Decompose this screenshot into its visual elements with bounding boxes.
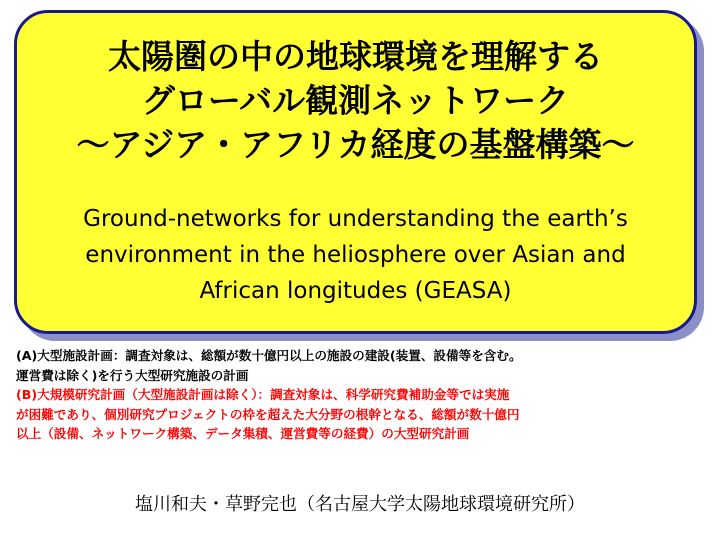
japanese-title-line-3: ～アジア・アフリカ経度の基盤構築～ [76,125,635,164]
english-title-line-2: environment in the heliosphere over Asian and [85,242,626,268]
english-title [17,201,694,309]
title-box [14,10,697,334]
english-title-line-1: Ground-networks for understanding the earth’s [83,206,628,232]
japanese-title-line-1: 太陽圏の中の地球環境を理解する [108,37,603,76]
note-b-line-1: (B)大規模研究計画（大型施設計画は除く）：調査対象は、科学研究費補助金等では実施 [16,387,510,402]
note-a-line-2: 運営費は除く)を行う大型研究施設の計画 [16,367,249,383]
notes [16,346,716,444]
note-b-line-2: が困難であり、個別研究プロジェクトの枠を超えた大分野の根幹となる、総額が数十億円 [16,406,520,422]
english-title-line-3: African longitudes (GEASA) [199,278,512,304]
japanese-title-line-2: グローバル観測ネットワーク [141,81,570,120]
note-a-line-1: (A)大型施設計画：調査対象は、総額が数十億円以上の施設の建設(装置、設備等を含む。 [16,348,522,363]
japanese-title [17,35,694,167]
authors: 塩川和夫・草野完也（名古屋大学太陽地球環境研究所） [135,494,585,515]
note-b-line-3: 以上（設備、ネットワーク構築、データ集積、運営費等の経費）の大型研究計画 [16,426,470,441]
